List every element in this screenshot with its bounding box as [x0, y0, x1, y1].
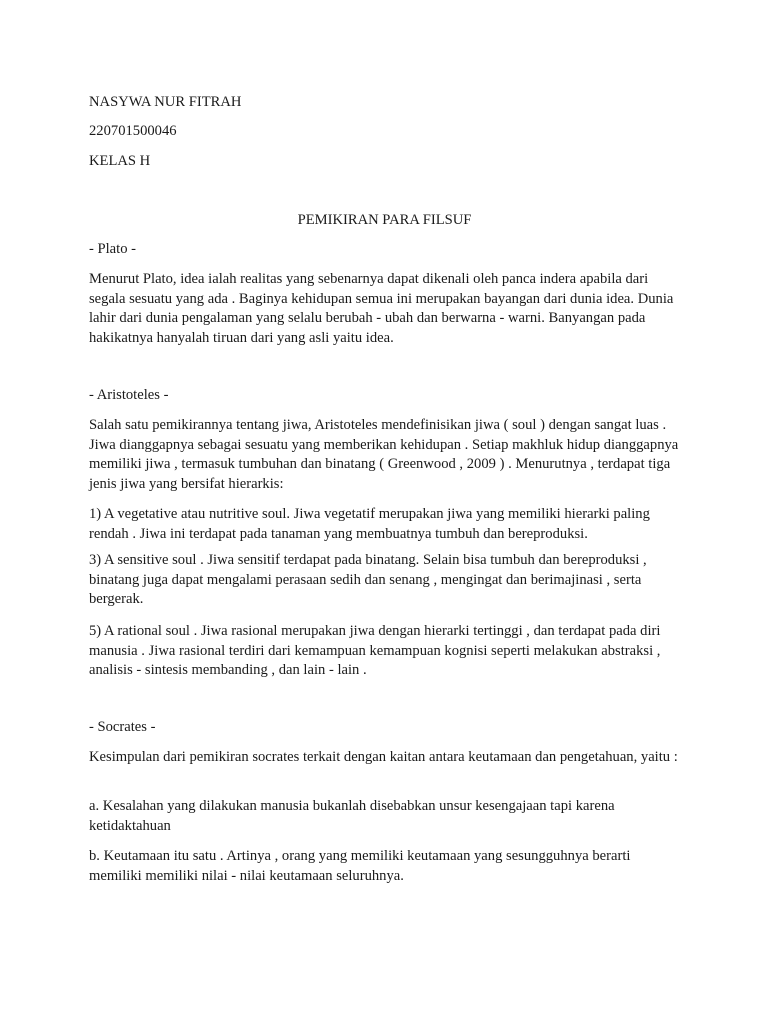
list-item-socrates-a: a. Kesalahan yang dilakukan manusia bukanlah disebabkan unsur kesengajaan tapi karena ketidaktahuan: [89, 798, 615, 834]
section-heading-socrates: - Socrates -: [89, 719, 156, 735]
list-item-rational-soul: 5) A rational soul . Jiwa rasional merupakan jiwa dengan hierarki tertinggi , dan terdapat pada diri manusia . Jiwa rasional terdiri dari kemampuan kemampuan kognisi seperti melakukan abstraksi , analisis - sintesis membanding , dan lain - lain .: [89, 623, 661, 678]
list-item-sensitive-soul: 3) A sensitive soul . Jiwa sensitif terdapat pada binatang. Selain bisa tumbuh dan bereproduksi , binatang juga dapat mengalami perasaan sedih dan senang , mengingat dan berimajinasi , serta bergerak.: [89, 552, 647, 607]
section-heading-aristoteles: - Aristoteles -: [89, 387, 169, 403]
student-id: 220701500046: [89, 123, 177, 139]
list-item-vegetative-soul: 1) A vegetative atau nutritive soul. Jiwa vegetatif merupakan jiwa yang memiliki hierarki paling rendah . Jiwa ini terdapat pada tanaman yang membuatnya tumbuh dan bereproduksi.: [89, 506, 650, 542]
document-title: PEMIKIRAN PARA FILSUF: [297, 212, 472, 228]
paragraph-socrates-intro: Kesimpulan dari pemikiran socrates terkait dengan kaitan antara keutamaan dan pengetahuan, yaitu :: [89, 749, 678, 765]
paragraph-plato: Menurut Plato, idea ialah realitas yang sebenarnya dapat dikenali oleh panca indera apabila dari segala sesuatu yang ada . Baginya kehidupan semua ini merupakan bayangan dari dunia idea. Dunia lahir dari dunia pengalaman yang selalu berubah - ubah dan berwarna - warni. Banyangan pada hakikatnya hanyalah tiruan dari yang asli yaitu idea.: [89, 271, 674, 346]
section-heading-plato: - Plato -: [89, 241, 137, 257]
class-label: KELAS H: [89, 153, 151, 169]
author-name: NASYWA NUR FITRAH: [89, 94, 242, 110]
paragraph-aristoteles-intro: Salah satu pemikirannya tentang jiwa, Aristoteles mendefinisikan jiwa ( soul ) dengan sangat luas . Jiwa dianggapnya sebagai sesuatu yang memberikan kehidupan . Setiap makhluk hidup dianggapnya memiliki jiwa , termasuk tumbuhan dan binatang ( Greenwood , 2009 ) . Menurutnya , terdapat tiga jenis jiwa yang bersifat hierarkis:: [89, 417, 679, 492]
list-item-socrates-b: b. Keutamaan itu satu . Artinya , orang yang memiliki keutamaan yang sesungguhnya berarti memiliki memiliki nilai - nilai keutamaan seluruhnya.: [89, 848, 631, 884]
